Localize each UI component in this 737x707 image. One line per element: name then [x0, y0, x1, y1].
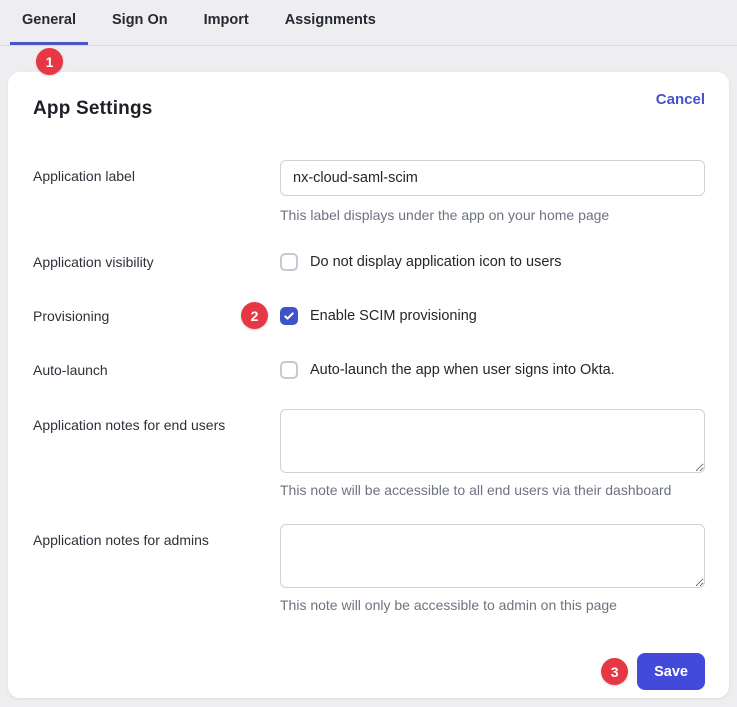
tab-sign-on[interactable]: Sign On: [112, 12, 168, 28]
notes-end-users-textarea[interactable]: [280, 409, 705, 473]
auto-launch-checkbox[interactable]: [280, 361, 298, 379]
notes-admins-textarea[interactable]: [280, 524, 705, 588]
tab-general[interactable]: General: [10, 0, 88, 45]
card-header: [33, 72, 705, 120]
notes-end-users-helper: This note will be accessible to all end users via their dashboard: [280, 482, 672, 498]
notes-admins-helper: This note will only be accessible to admin on this page: [280, 597, 617, 613]
notes-admins-field-label: Application notes for admins: [33, 532, 209, 548]
application-label-input[interactable]: [280, 160, 705, 196]
annotation-badge-1: 1: [36, 48, 63, 75]
application-label-field-label: Application label: [33, 168, 135, 184]
auto-launch-field-label: Auto-launch: [33, 362, 108, 378]
field-row-notes-end-users: [33, 409, 705, 498]
field-row-application-visibility: [33, 253, 705, 271]
application-visibility-field-label: Application visibility: [33, 254, 154, 270]
tab-assignments[interactable]: Assignments: [284, 12, 376, 28]
card-footer: [33, 653, 705, 690]
field-row-notes-admins: [33, 524, 705, 613]
field-row-provisioning: [33, 307, 705, 325]
app-settings-card: [8, 72, 729, 698]
application-visibility-checkbox-label: Do not display application icon to users: [310, 254, 562, 270]
tab-import[interactable]: Import: [203, 12, 249, 28]
save-button[interactable]: Save: [637, 653, 705, 690]
application-visibility-checkbox[interactable]: [280, 253, 298, 271]
enable-scim-provisioning-checkbox[interactable]: [280, 307, 298, 325]
enable-scim-provisioning-label: Enable SCIM provisioning: [310, 308, 477, 324]
checkmark-icon: [283, 310, 295, 322]
field-row-application-label: [33, 160, 705, 223]
cancel-link[interactable]: Cancel: [655, 91, 705, 108]
auto-launch-checkbox-label: Auto-launch the app when user signs into Okta.: [310, 362, 615, 378]
application-label-helper: This label displays under the app on your home page: [280, 207, 610, 223]
tab-bar: [0, 0, 737, 46]
provisioning-field-label: Provisioning: [33, 308, 110, 324]
page-title: App Settings: [33, 98, 153, 119]
notes-end-users-field-label: Application notes for end users: [33, 417, 226, 433]
annotation-badge-3: 3: [601, 658, 628, 685]
annotation-badge-2: 2: [241, 302, 268, 329]
field-row-auto-launch: [33, 361, 705, 379]
